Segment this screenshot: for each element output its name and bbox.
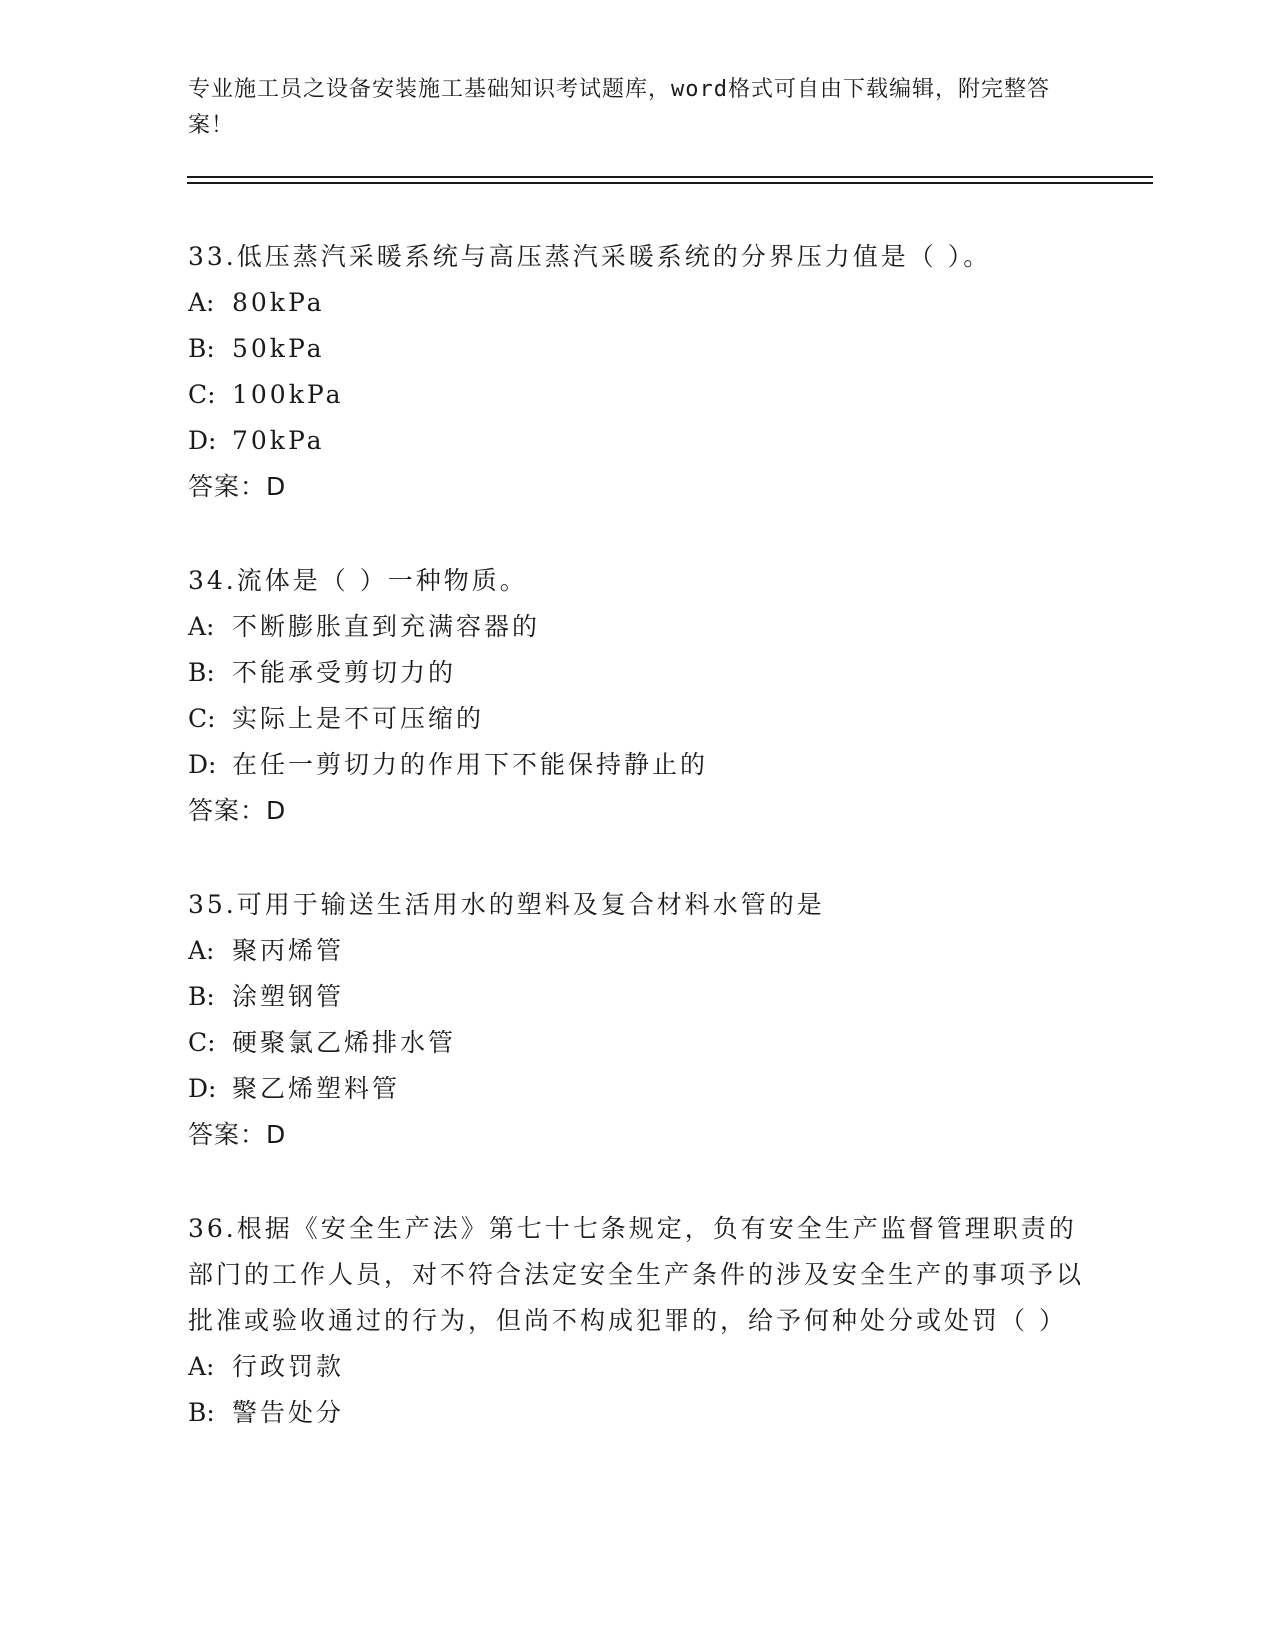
option-text: 警告处分	[232, 1398, 345, 1427]
option-letter: D:	[188, 750, 217, 779]
header-divider-bottom	[187, 182, 1153, 184]
option-text: 聚乙烯塑料管	[232, 1074, 401, 1103]
option-text: 50kPa	[232, 334, 325, 363]
option-b	[188, 650, 1088, 696]
option-letter: C:	[188, 704, 216, 733]
option-d	[188, 742, 1088, 788]
answer-line: 答案：D	[188, 796, 287, 825]
option-letter: D:	[188, 1074, 217, 1103]
option-letter: B:	[188, 334, 215, 363]
question-item	[188, 558, 1088, 834]
option-text: 行政罚款	[232, 1352, 345, 1381]
option-b	[188, 974, 1088, 1020]
option-a	[188, 1344, 1088, 1390]
option-text: 聚丙烯管	[232, 936, 345, 965]
question-stem: 33.低压蒸汽采暖系统与高压蒸汽采暖系统的分界压力值是（ ）。	[188, 242, 992, 271]
question-stem: 36.根据《安全生产法》第七十七条规定，负有安全生产监督管理职责的部门的工作人员，对不符合法定安全生产条件的涉及安全生产的事项予以批准或验收通过的行为，但尚不构成犯罪的，给予何种处分或处罚（ ）	[188, 1214, 1085, 1335]
option-text: 实际上是不可压缩的	[232, 704, 485, 733]
option-c	[188, 372, 1088, 418]
question-item	[188, 234, 1088, 510]
option-letter: D:	[188, 426, 217, 455]
option-letter: B:	[188, 982, 215, 1011]
option-c	[188, 696, 1088, 742]
option-a	[188, 928, 1088, 974]
option-letter: C:	[188, 1028, 216, 1057]
option-c	[188, 1020, 1088, 1066]
option-d	[188, 1066, 1088, 1112]
option-text: 不断膨胀直到充满容器的	[232, 612, 541, 641]
option-b	[188, 326, 1088, 372]
option-letter: A:	[188, 1352, 215, 1381]
document-header: 专业施工员之设备安装施工基础知识考试题库，word格式可自由下载编辑，附完整答案！	[188, 77, 1050, 138]
question-stem: 35.可用于输送生活用水的塑料及复合材料水管的是	[188, 890, 825, 919]
option-a	[188, 604, 1088, 650]
question-stem: 34.流体是（ ）一种物质。	[188, 566, 528, 595]
option-d	[188, 418, 1088, 464]
option-letter: B:	[188, 1398, 215, 1427]
header-divider-top	[187, 176, 1153, 178]
option-text: 涂塑钢管	[232, 982, 345, 1011]
option-text: 80kPa	[232, 288, 325, 317]
question-list	[188, 234, 1088, 1484]
answer-line: 答案：D	[188, 1120, 287, 1149]
option-text: 硬聚氯乙烯排水管	[232, 1028, 457, 1057]
option-a	[188, 280, 1088, 326]
option-letter: C:	[188, 380, 216, 409]
option-letter: A:	[188, 612, 215, 641]
answer-line: 答案：D	[188, 472, 287, 501]
option-letter: A:	[188, 936, 215, 965]
question-item	[188, 882, 1088, 1158]
option-text: 不能承受剪切力的	[232, 658, 457, 687]
option-letter: B:	[188, 658, 215, 687]
option-text: 100kPa	[232, 380, 344, 409]
option-text: 在任一剪切力的作用下不能保持静止的	[232, 750, 709, 779]
question-item	[188, 1206, 1088, 1436]
option-letter: A:	[188, 288, 215, 317]
option-b	[188, 1390, 1088, 1436]
option-text: 70kPa	[232, 426, 325, 455]
